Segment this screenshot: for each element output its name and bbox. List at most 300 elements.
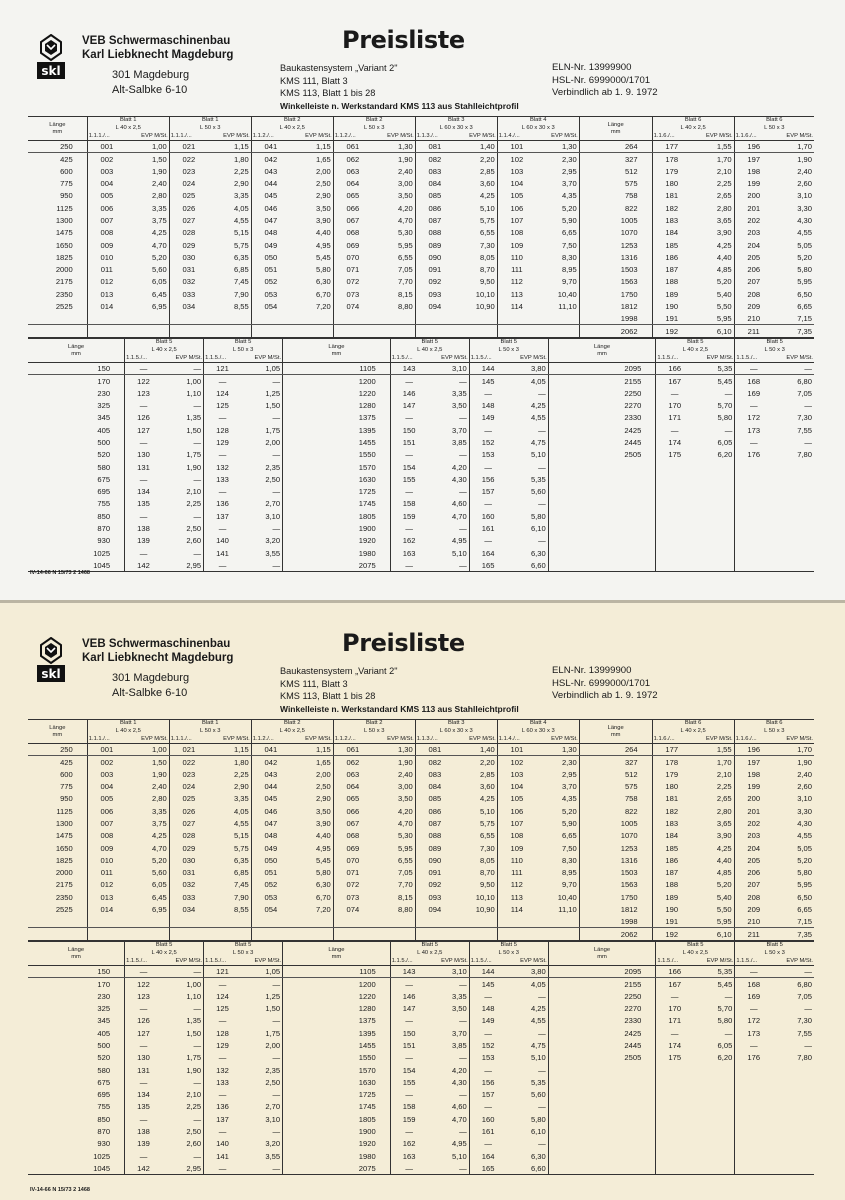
length-value xyxy=(548,559,656,571)
price-value: 4,70 xyxy=(451,1114,467,1124)
article-number xyxy=(169,313,208,325)
price-value: 5,10 xyxy=(530,450,546,460)
price-value: — xyxy=(459,450,467,460)
price-value: 7,30 xyxy=(479,240,495,250)
article-number: 089 xyxy=(415,239,454,251)
price-value: 3,50 xyxy=(315,806,331,816)
length-value: 1650 xyxy=(28,842,87,854)
article-number: 025 xyxy=(169,793,208,805)
price-value: 2,70 xyxy=(265,499,281,509)
price-value: — xyxy=(459,1016,467,1026)
length-value xyxy=(548,547,656,559)
article-number: 027 xyxy=(169,817,208,829)
price-value: 2,60 xyxy=(186,536,202,546)
article-prefix-label: 1.1.4./... xyxy=(497,736,536,744)
price-value: 1,00 xyxy=(126,141,169,153)
profile-label: L 50 x 3 xyxy=(169,728,251,736)
price-value: — xyxy=(272,1016,281,1026)
price-value: 6,35 xyxy=(233,252,249,262)
blatt-label: Blatt 1 xyxy=(87,117,169,125)
article-number: 087 xyxy=(415,214,454,226)
price-list-sheet-2 xyxy=(0,603,845,1200)
blatt-label: Blatt 2 xyxy=(333,720,415,728)
article-number: 169 xyxy=(735,387,772,399)
article-prefix-label: 1.1.6./... xyxy=(734,736,773,744)
article-number: 007 xyxy=(100,818,114,828)
article-number: — xyxy=(670,991,679,1001)
article-number: 093 xyxy=(415,288,454,300)
table-row xyxy=(28,793,814,805)
article-number: 169 xyxy=(735,990,772,1002)
spec-line-3: KMS 113, Blatt 1 bis 28 xyxy=(280,691,376,701)
article-number: 128 xyxy=(204,1027,241,1039)
price-value: 2,80 xyxy=(716,806,732,816)
price-value: 3,50 xyxy=(397,794,413,804)
price-value: 6,55 xyxy=(479,228,495,238)
length-value: 1200 xyxy=(283,978,391,990)
article-number: 114 xyxy=(497,903,536,915)
article-number: 197 xyxy=(734,153,773,165)
article-number: 026 xyxy=(169,202,208,214)
article-number: 069 xyxy=(333,842,372,854)
spec-line-1: Baukastensystem „Variant 2" xyxy=(280,63,398,73)
price-value: — xyxy=(804,437,812,447)
article-number: — xyxy=(735,1039,772,1051)
price-value: 3,10 xyxy=(797,794,812,804)
article-number: 126 xyxy=(137,1016,150,1026)
article-number: 083 xyxy=(415,768,454,780)
price-value: 7,90 xyxy=(233,892,249,902)
article-number: — xyxy=(139,1077,148,1087)
length-value: 1253 xyxy=(579,239,652,251)
hsl-number: HSL-Nr. 6999000/1701 xyxy=(552,677,651,689)
price-value xyxy=(772,461,814,473)
price-value: 8,15 xyxy=(397,289,413,299)
price-value: — xyxy=(428,1162,470,1174)
article-number: 113 xyxy=(497,891,536,903)
price-value: 5,10 xyxy=(451,1151,467,1161)
article-number: 107 xyxy=(497,214,536,226)
article-number: 053 xyxy=(251,891,290,903)
price-value: 2,50 xyxy=(315,782,331,792)
length-header xyxy=(28,339,125,363)
article-number: 173 xyxy=(735,1027,772,1039)
article-number: 121 xyxy=(204,966,241,978)
length-value: 2062 xyxy=(579,928,652,940)
article-number: 160 xyxy=(469,1113,506,1125)
article-number: 081 xyxy=(415,141,454,153)
price-value: 4,70 xyxy=(397,215,413,225)
length-label: Länge xyxy=(67,946,85,953)
price-value: 4,40 xyxy=(716,855,732,865)
article-number: 034 xyxy=(169,300,208,312)
price-value: 1,70 xyxy=(773,141,814,153)
price-value: 8,80 xyxy=(397,302,413,311)
article-number: 156 xyxy=(469,1076,506,1088)
price-value xyxy=(772,1113,814,1125)
price-value: 6,45 xyxy=(151,289,167,299)
length-value: 1998 xyxy=(579,916,652,928)
article-number: 032 xyxy=(169,276,208,288)
price-value: 5,15 xyxy=(233,831,249,841)
article-number xyxy=(251,325,290,337)
article-number: 149 xyxy=(469,412,506,424)
evp-label: EVP M/St. xyxy=(126,133,169,141)
price-value: 8,70 xyxy=(479,868,495,878)
price-table-2 xyxy=(28,338,814,572)
article-number: 033 xyxy=(169,891,208,903)
price-value: 7,05 xyxy=(397,265,413,275)
article-number: 160 xyxy=(469,510,506,522)
article-number: 107 xyxy=(497,817,536,829)
article-number: — xyxy=(125,966,162,978)
price-value: 1,65 xyxy=(315,757,331,767)
article-number: 156 xyxy=(469,473,506,485)
length-value: 695 xyxy=(28,485,125,497)
table-row xyxy=(28,830,814,842)
eln-number: ELN-Nr. 13999900 xyxy=(552,62,632,73)
profile-label: L 40 x 2,5 xyxy=(151,950,177,956)
length-value: 1375 xyxy=(283,1015,391,1027)
price-value: 6,65 xyxy=(797,905,812,914)
article-number: — xyxy=(204,449,241,461)
price-value: 3,55 xyxy=(265,548,281,558)
code-block xyxy=(552,665,658,703)
article-number: 121 xyxy=(204,363,241,375)
length-value: 2270 xyxy=(548,1002,656,1014)
article-number: 205 xyxy=(734,251,773,263)
price-value: 5,80 xyxy=(717,1016,733,1026)
article-number: 110 xyxy=(497,251,536,263)
article-number: — xyxy=(139,511,148,521)
table-row xyxy=(28,1027,814,1039)
article-number: — xyxy=(139,1004,148,1014)
length-value: 2270 xyxy=(548,399,656,411)
price-value: 1,70 xyxy=(716,154,732,164)
article-number: — xyxy=(469,461,506,473)
price-value: 2,25 xyxy=(233,166,249,176)
price-value: 2,95 xyxy=(162,559,204,571)
article-number xyxy=(735,1162,772,1174)
article-number: — xyxy=(735,363,772,375)
profile-label: L 40 x 2,5 xyxy=(680,728,706,734)
price-value: 1,35 xyxy=(186,413,202,423)
article-number: 164 xyxy=(469,1150,506,1162)
length-value: 405 xyxy=(28,1027,125,1039)
price-value: — xyxy=(804,1040,812,1050)
table-row xyxy=(28,325,814,337)
price-value: 1,90 xyxy=(186,1065,202,1075)
blatt-label: Blatt 5 xyxy=(656,942,735,950)
price-value: 1,90 xyxy=(397,154,413,164)
article-number xyxy=(87,313,126,325)
price-value: 5,10 xyxy=(479,806,495,816)
price-value: 8,30 xyxy=(561,252,577,262)
price-value: 2,40 xyxy=(151,179,167,189)
price-value: 2,00 xyxy=(315,769,331,779)
price-value: 5,20 xyxy=(716,277,732,287)
article-number: 151 xyxy=(402,437,416,447)
article-number: 147 xyxy=(402,1004,416,1014)
article-number: 043 xyxy=(251,165,290,177)
article-number: 178 xyxy=(665,154,679,164)
price-value xyxy=(290,325,333,337)
length-value: 345 xyxy=(28,1015,125,1027)
article-number: 049 xyxy=(251,239,290,251)
article-number: 013 xyxy=(100,289,114,299)
article-number: — xyxy=(390,559,427,571)
price-value: 5,45 xyxy=(717,979,733,989)
price-value xyxy=(772,1138,814,1150)
length-value: 1300 xyxy=(28,817,87,829)
price-value: 4,30 xyxy=(451,1077,467,1087)
evp-label: EVP M/St. xyxy=(428,355,470,363)
price-value xyxy=(772,559,814,571)
evp-label: EVP M/St. xyxy=(241,958,283,966)
price-value: 5,05 xyxy=(797,843,812,853)
article-number: 081 xyxy=(415,744,454,756)
profile-label: L 40 x 2,5 xyxy=(682,347,708,353)
price-value xyxy=(772,522,814,534)
length-value: 512 xyxy=(579,768,652,780)
length-value: 1570 xyxy=(283,461,391,473)
length-header xyxy=(579,117,652,141)
article-number xyxy=(415,916,454,928)
article-prefix-label: 1.1.5./... xyxy=(125,355,162,363)
price-value: 5,45 xyxy=(315,855,331,865)
footer-code: IV-14-66 N 15/73 2 1468 xyxy=(30,570,90,576)
length-value xyxy=(548,1088,656,1100)
length-value xyxy=(548,473,656,485)
profile-label: L 50 x 3 xyxy=(735,347,814,355)
article-number: 207 xyxy=(734,879,773,891)
price-value xyxy=(290,916,333,928)
price-value: 7,30 xyxy=(479,843,495,853)
length-value: 1475 xyxy=(28,830,87,842)
price-value xyxy=(290,313,333,325)
price-value: 5,50 xyxy=(716,905,732,914)
price-value: — xyxy=(804,401,812,411)
price-value xyxy=(693,535,735,547)
price-value: — xyxy=(272,487,281,497)
length-unit: mm xyxy=(52,128,63,135)
article-number: 172 xyxy=(735,412,772,424)
article-number: 049 xyxy=(251,842,290,854)
article-number: — xyxy=(735,436,772,448)
blatt-label: Blatt 1 xyxy=(169,117,251,125)
price-value: 7,35 xyxy=(773,325,814,337)
article-number: 135 xyxy=(137,499,150,509)
article-prefix-label: 1.1.1./... xyxy=(169,736,208,744)
price-value: 4,25 xyxy=(151,228,167,238)
price-value: 6,30 xyxy=(530,1151,546,1161)
article-number: 203 xyxy=(734,227,773,239)
article-number: 106 xyxy=(497,202,536,214)
price-value: — xyxy=(772,363,814,375)
article-number: 030 xyxy=(169,251,208,263)
price-value: 4,95 xyxy=(451,1139,467,1149)
article-number: 001 xyxy=(87,744,126,756)
price-value: 1,15 xyxy=(208,141,251,153)
article-number: 047 xyxy=(251,817,290,829)
article-number xyxy=(333,325,372,337)
length-value: 1998 xyxy=(579,313,652,325)
article-number: 152 xyxy=(469,1039,506,1051)
article-number: 134 xyxy=(137,487,150,497)
article-number: 014 xyxy=(100,302,114,311)
price-value: 1,75 xyxy=(265,425,281,435)
article-number: 031 xyxy=(169,263,208,275)
price-value: 5,35 xyxy=(530,1077,546,1087)
article-number: 210 xyxy=(734,916,773,928)
price-value: 6,30 xyxy=(315,880,331,890)
evp-label: EVP M/St. xyxy=(507,355,549,363)
article-number xyxy=(656,1125,693,1137)
price-value: 7,05 xyxy=(797,991,812,1001)
article-number: 174 xyxy=(668,1040,682,1050)
evp-label: EVP M/St. xyxy=(536,133,579,141)
article-number: — xyxy=(670,425,679,435)
price-value: 1,55 xyxy=(691,141,734,153)
article-number: 085 xyxy=(415,793,454,805)
article-number: 173 xyxy=(735,424,772,436)
article-number: 110 xyxy=(497,854,536,866)
price-value: 8,05 xyxy=(479,855,495,865)
price-value: 2,65 xyxy=(716,191,732,201)
length-value: 520 xyxy=(28,1052,125,1064)
length-value: 950 xyxy=(28,793,87,805)
evp-label: EVP M/St. xyxy=(691,133,734,141)
price-value: 7,45 xyxy=(233,277,249,287)
price-value xyxy=(208,325,251,337)
price-value: 1,70 xyxy=(716,757,732,767)
article-number: 181 xyxy=(665,191,679,201)
article-number: 112 xyxy=(497,879,536,891)
length-value: 1375 xyxy=(283,412,391,424)
price-value: 2,25 xyxy=(186,1102,202,1112)
article-number xyxy=(333,313,372,325)
blatt-label: Blatt 5 xyxy=(656,339,735,347)
price-value: 3,60 xyxy=(479,782,495,792)
blatt-label: Blatt 2 xyxy=(333,117,415,125)
article-number: 163 xyxy=(402,548,416,558)
price-value: 5,60 xyxy=(530,1090,546,1100)
length-unit: mm xyxy=(597,953,607,960)
article-number: 155 xyxy=(402,1077,416,1087)
price-value: 9,70 xyxy=(561,880,577,890)
valid-from: Verbindlich ab 1. 9. 1972 xyxy=(552,87,658,98)
price-value xyxy=(772,498,814,510)
article-number: 104 xyxy=(497,177,536,189)
length-value: 1220 xyxy=(283,387,391,399)
spec-block xyxy=(280,62,519,112)
length-value xyxy=(28,325,87,337)
length-value: 1045 xyxy=(28,1162,125,1174)
price-value: 2,10 xyxy=(186,1090,202,1100)
company-street: Alt-Salbke 6-10 xyxy=(112,84,188,96)
price-value: 11,10 xyxy=(558,905,577,914)
spec-line-1: Baukastensystem „Variant 2" xyxy=(280,666,398,676)
article-number: 042 xyxy=(251,756,290,768)
length-value: 1070 xyxy=(579,830,652,842)
length-value: 2425 xyxy=(548,1027,656,1039)
article-number: 053 xyxy=(251,288,290,300)
article-number: 167 xyxy=(668,979,682,989)
article-number xyxy=(735,1113,772,1125)
blatt-label: Blatt 2 xyxy=(251,117,333,125)
article-number: 150 xyxy=(402,1028,416,1038)
article-number: 051 xyxy=(251,866,290,878)
length-value: 2155 xyxy=(548,978,656,990)
article-prefix-label: 1.1.5./... xyxy=(125,958,162,966)
article-number: 023 xyxy=(169,768,208,780)
table-row xyxy=(28,1052,814,1064)
length-value: 520 xyxy=(28,449,125,461)
article-number: 143 xyxy=(390,363,427,375)
article-number xyxy=(735,1064,772,1076)
price-value: 7,80 xyxy=(797,450,812,460)
price-value: 7,45 xyxy=(233,880,249,890)
article-number: 202 xyxy=(734,817,773,829)
table-row xyxy=(28,412,814,424)
article-number: 204 xyxy=(734,842,773,854)
article-number: 180 xyxy=(665,179,679,189)
price-value: 3,00 xyxy=(397,179,413,189)
article-number: 168 xyxy=(735,978,772,990)
price-value: 1,30 xyxy=(372,744,415,756)
article-number: 007 xyxy=(100,215,114,225)
article-number: 180 xyxy=(665,782,679,792)
article-number: 111 xyxy=(497,866,536,878)
article-number: 174 xyxy=(668,437,682,447)
evp-label: EVP M/St. xyxy=(536,736,579,744)
price-value: — xyxy=(459,1090,467,1100)
article-number: 061 xyxy=(333,744,372,756)
length-value: 150 xyxy=(28,363,125,375)
length-label: Länge xyxy=(593,946,611,953)
price-value: 1,80 xyxy=(233,154,249,164)
article-number: 113 xyxy=(497,288,536,300)
article-number: 128 xyxy=(204,424,241,436)
article-number: — xyxy=(125,363,162,375)
price-value xyxy=(126,313,169,325)
article-number: — xyxy=(405,1016,413,1026)
blatt-label: Blatt 5 xyxy=(390,339,469,347)
article-number: 071 xyxy=(333,263,372,275)
price-value: 1,25 xyxy=(265,991,281,1001)
length-value: 1280 xyxy=(283,1002,391,1014)
price-value: 5,45 xyxy=(717,376,733,386)
article-number: 123 xyxy=(137,991,150,1001)
article-prefix-label: 1.1.6./... xyxy=(734,133,773,141)
article-number xyxy=(656,1088,693,1100)
article-number: 144 xyxy=(469,363,506,375)
spec-line-2: KMS 111, Blatt 3 xyxy=(280,75,348,86)
price-value: 4,30 xyxy=(797,215,812,225)
article-number xyxy=(415,325,454,337)
blatt-label: Blatt 1 xyxy=(169,720,251,728)
article-number: 073 xyxy=(333,891,372,903)
article-number: 183 xyxy=(665,818,679,828)
price-value xyxy=(693,559,735,571)
price-value: 3,35 xyxy=(233,191,249,201)
length-value: 1630 xyxy=(283,473,391,485)
price-value: 3,70 xyxy=(561,179,577,189)
article-number xyxy=(656,473,693,485)
price-value: 10,10 xyxy=(475,892,495,902)
article-number: 061 xyxy=(333,141,372,153)
price-value: 3,20 xyxy=(265,1139,281,1149)
